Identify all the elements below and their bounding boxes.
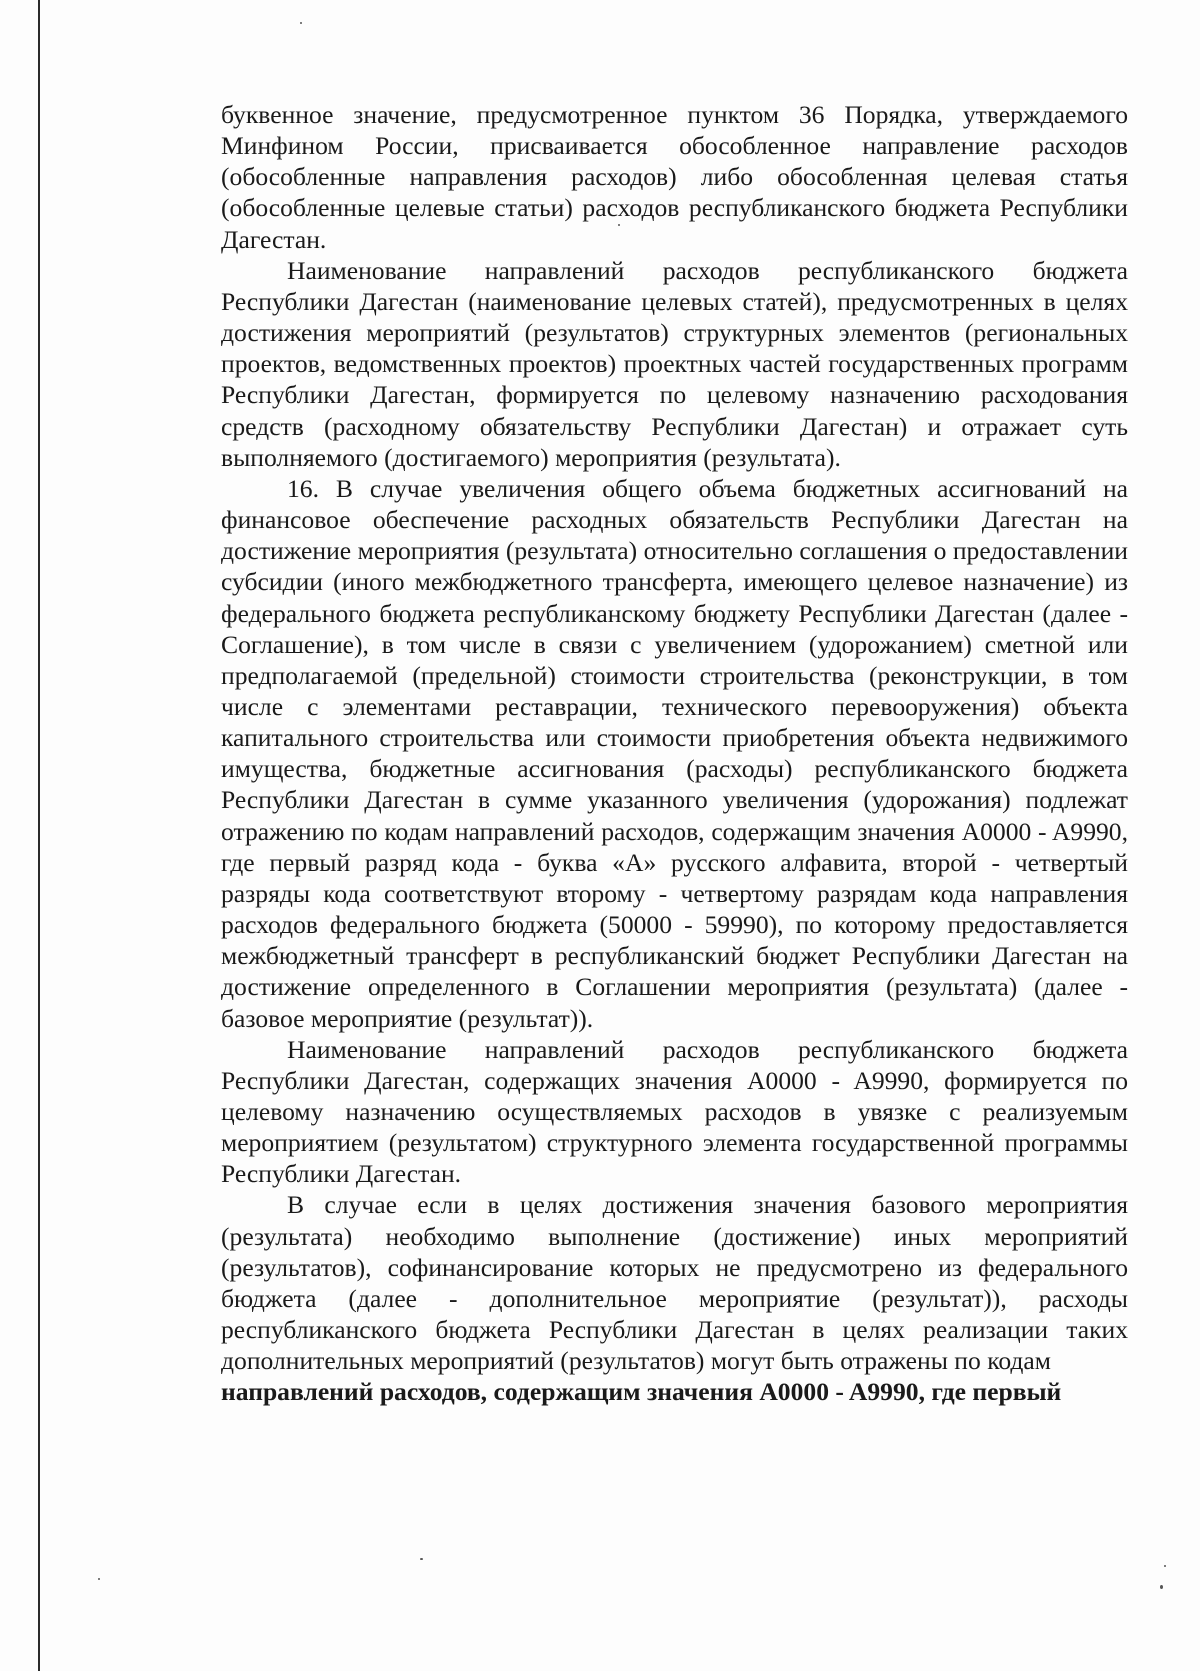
paragraph-clause-16: 16. В случае увеличения общего объема бюджетных ассигнований на финансовое обеспечение расходных обязательств Республики Дагестан на достижение мероприятия (результата) относительно соглашения о предоставлении субсидии (иного межбюджетного трансферта, имеющего целевое назначение) из федерального бюджета республиканскому бюджету Республики Дагестан (далее - Соглашение), в том числе в связи с увеличением (удорожанием) сметной или предполагаемой (предельной) стоимости строительства (реконструкции, в том числе с элементами реставрации, технического перевооружения) объекта капитального строительства или стоимости приобретения объекта недвижимого имущества, бюджетные ассигнования (расходы) республиканского бюджета Республики Дагестан в сумме указанного увеличения (удорожания) подлежат отражению по кодам направлений расходов, содержащим значения A0000 - A9990, где первый разряд кода - буква «А» русского алфавита, второй - четвертый разряды кода соответствуют второму - четвертому разрядам кода направления расходов федерального бюджета (50000 - 59990), по которому предоставляется межбюджетный трансферт в республиканский бюджет Республики Дагестан на достижение определенного в Соглашении мероприятия (результата) (далее - базовое мероприятие (результат)). xyxy=(221,473,1128,1033)
scan-speck xyxy=(420,1558,423,1560)
scan-speck xyxy=(1160,1585,1163,1589)
paragraph: В случае если в целях достижения значения базового мероприятия (результата) необходимо выполнение (достижение) иных мероприятий (результатов), софинансирование которых не предусмотрено из федерального бюджета (далее - дополнительное мероприятие (результат)), расходы республиканского бюджета Республики Дагестан в целях реализации таких дополнительных мероприятий (результатов) могут быть отражены по кодам xyxy=(221,1190,1128,1376)
scan-speck xyxy=(300,22,302,24)
document-body xyxy=(221,99,1128,1408)
paragraph: Наименование направлений расходов республиканского бюджета Республики Дагестан, содержащих значения A0000 - A9990, формируется по целевому назначению осуществляемых расходов в увязке с реализуемым мероприятием (результатом) структурного элемента государственной программы Республики Дагестан. xyxy=(221,1034,1128,1189)
scan-margin-line xyxy=(38,0,40,1671)
paragraph-trailing-line: направлений расходов, содержащим значения A0000 - A9990, где первый xyxy=(221,1377,1062,1407)
paragraph-continuation: буквенное значение, предусмотренное пунктом 36 Порядка, утверждаемого Минфином России, присваивается обособленное направление расходов (обособленные направления расходов) либо обособленная целевая статья (обособленные целевые статьи) расходов республиканского бюджета Республики Дагестан. xyxy=(221,100,1128,254)
scan-speck xyxy=(1164,1565,1166,1567)
paragraph: Наименование направлений расходов республиканского бюджета Республики Дагестан (наименование целевых статей), предусмотренных в целях достижения мероприятий (результатов) структурных элементов (региональных проектов, ведомственных проектов) проектных частей государственных программ Республики Дагестан, формируется по целевому назначению расходования средств (расходному обязательству Республики Дагестан) и отражает суть выполняемого (достигаемого) мероприятия (результата). xyxy=(221,255,1128,472)
scan-speck xyxy=(98,1578,100,1580)
